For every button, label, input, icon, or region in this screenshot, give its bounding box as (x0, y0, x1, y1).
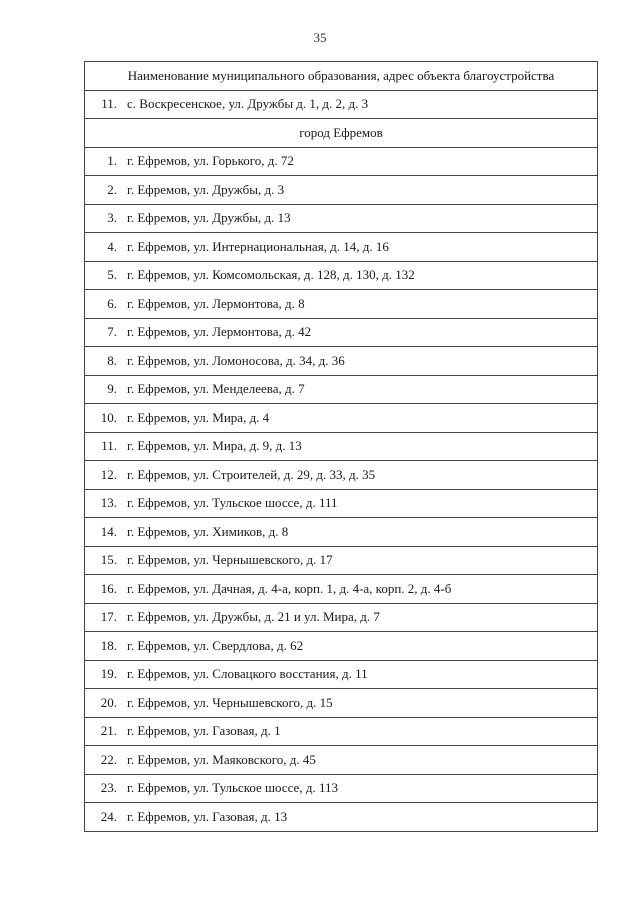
row-address: г. Ефремов, ул. Лермонтова, д. 8 (127, 295, 305, 311)
row-number: 8. (107, 352, 117, 368)
row-address: г. Ефремов, ул. Менделеева, д. 7 (127, 381, 305, 397)
row-number: 3. (107, 210, 117, 226)
row-number: 7. (107, 324, 117, 340)
row-number: 2. (107, 181, 117, 197)
row-number: 11. (101, 438, 117, 454)
table-header-cell: Наименование муниципального образования, адрес объекта благоустройства (85, 62, 598, 91)
table-row (85, 575, 598, 604)
row-address: г. Ефремов, ул. Чернышевского, д. 15 (127, 694, 333, 710)
row-number: 1. (107, 153, 117, 169)
row-number: 20. (100, 694, 117, 710)
page-number: 35 (313, 30, 327, 45)
row-address: г. Ефремов, ул. Комсомольская, д. 128, д. 130, д. 132 (127, 267, 415, 283)
row-address: г. Ефремов, ул. Химиков, д. 8 (127, 523, 289, 539)
table-cell (85, 660, 598, 689)
table-row (85, 375, 598, 404)
row-number: 6. (107, 295, 117, 311)
row-address: с. Воскресенское, ул. Дружбы д. 1, д. 2, д. 3 (127, 96, 369, 112)
table-cell (85, 147, 598, 176)
row-address: г. Ефремов, ул. Строителей, д. 29, д. 33, д. 35 (127, 466, 376, 482)
row-address: г. Ефремов, ул. Маяковского, д. 45 (127, 751, 316, 767)
table-cell (85, 290, 598, 319)
row-address: г. Ефремов, ул. Газовая, д. 1 (127, 723, 281, 739)
table-row (85, 176, 598, 205)
table-cell (85, 347, 598, 376)
row-address: г. Ефремов, ул. Ломоносова, д. 34, д. 36 (127, 352, 345, 368)
table-cell (85, 489, 598, 518)
row-number: 23. (100, 780, 117, 796)
row-number: 19. (100, 666, 117, 682)
row-number: 22. (100, 751, 117, 767)
row-number: 18. (100, 637, 117, 653)
table-row (85, 90, 598, 119)
table-cell (85, 204, 598, 233)
table-row (85, 204, 598, 233)
row-address: г. Ефремов, ул. Словацкого восстания, д. 11 (127, 666, 368, 682)
row-number: 15. (100, 552, 117, 568)
table-row (85, 746, 598, 775)
row-number: 12. (100, 466, 117, 482)
table-row (85, 290, 598, 319)
table-row (85, 147, 598, 176)
table-row (85, 803, 598, 832)
table-row (85, 546, 598, 575)
table-cell (85, 176, 598, 205)
address-table (84, 61, 598, 832)
table-row (85, 347, 598, 376)
table-row (85, 603, 598, 632)
table-cell (85, 375, 598, 404)
table-row (85, 660, 598, 689)
table-cell (85, 575, 598, 604)
table-cell (85, 774, 598, 803)
row-address: г. Ефремов, ул. Мира, д. 4 (127, 409, 270, 425)
row-address: г. Ефремов, ул. Чернышевского, д. 17 (127, 552, 333, 568)
row-number: 14. (100, 523, 117, 539)
table-cell (85, 90, 598, 119)
city-heading: город Ефремов (85, 119, 598, 148)
table-cell (85, 261, 598, 290)
table-row (85, 261, 598, 290)
table-cell (85, 518, 598, 547)
table-cell (85, 546, 598, 575)
table-cell (85, 432, 598, 461)
table-cell (85, 717, 598, 746)
row-address: г. Ефремов, ул. Дружбы, д. 13 (127, 210, 291, 226)
row-address: г. Ефремов, ул. Интернациональная, д. 14, д. 16 (127, 238, 389, 254)
table-cell (85, 318, 598, 347)
table-row (85, 432, 598, 461)
table-cell (85, 632, 598, 661)
row-number: 11. (101, 96, 117, 112)
row-address: г. Ефремов, ул. Горького, д. 72 (127, 153, 294, 169)
row-address: г. Ефремов, ул. Дачная, д. 4-а, корп. 1, д. 4-а, корп. 2, д. 4-б (127, 580, 452, 596)
table-row (85, 318, 598, 347)
table-row (85, 489, 598, 518)
table-cell (85, 803, 598, 832)
table-cell (85, 461, 598, 490)
row-address: г. Ефремов, ул. Свердлова, д. 62 (127, 637, 304, 653)
row-number: 17. (100, 609, 117, 625)
row-number: 5. (107, 267, 117, 283)
table-row (85, 717, 598, 746)
table-cell (85, 689, 598, 718)
row-number: 9. (107, 381, 117, 397)
table-cell (85, 603, 598, 632)
row-address: г. Ефремов, ул. Лермонтова, д. 42 (127, 324, 312, 340)
table-cell (85, 233, 598, 262)
table-row (85, 518, 598, 547)
table-cell (85, 746, 598, 775)
row-address: г. Ефремов, ул. Мира, д. 9, д. 13 (127, 438, 302, 454)
address-table-body (85, 62, 598, 832)
table-row (85, 461, 598, 490)
table-cell (85, 404, 598, 433)
table-row (85, 233, 598, 262)
row-number: 21. (100, 723, 117, 739)
row-address: г. Ефремов, ул. Тульское шоссе, д. 113 (127, 780, 338, 796)
table-row (85, 689, 598, 718)
row-address: г. Ефремов, ул. Тульское шоссе, д. 111 (127, 495, 338, 511)
table-row (85, 632, 598, 661)
table-row (85, 404, 598, 433)
row-address: г. Ефремов, ул. Газовая, д. 13 (127, 808, 288, 824)
row-number: 10. (100, 409, 117, 425)
row-number: 24. (100, 808, 117, 824)
row-number: 13. (100, 495, 117, 511)
row-address: г. Ефремов, ул. Дружбы, д. 3 (127, 181, 285, 197)
table-header-row (85, 62, 598, 91)
city-heading-row (85, 119, 598, 148)
row-address: г. Ефремов, ул. Дружбы, д. 21 и ул. Мира, д. 7 (127, 609, 380, 625)
row-number: 4. (107, 238, 117, 254)
table-row (85, 774, 598, 803)
row-number: 16. (100, 580, 117, 596)
